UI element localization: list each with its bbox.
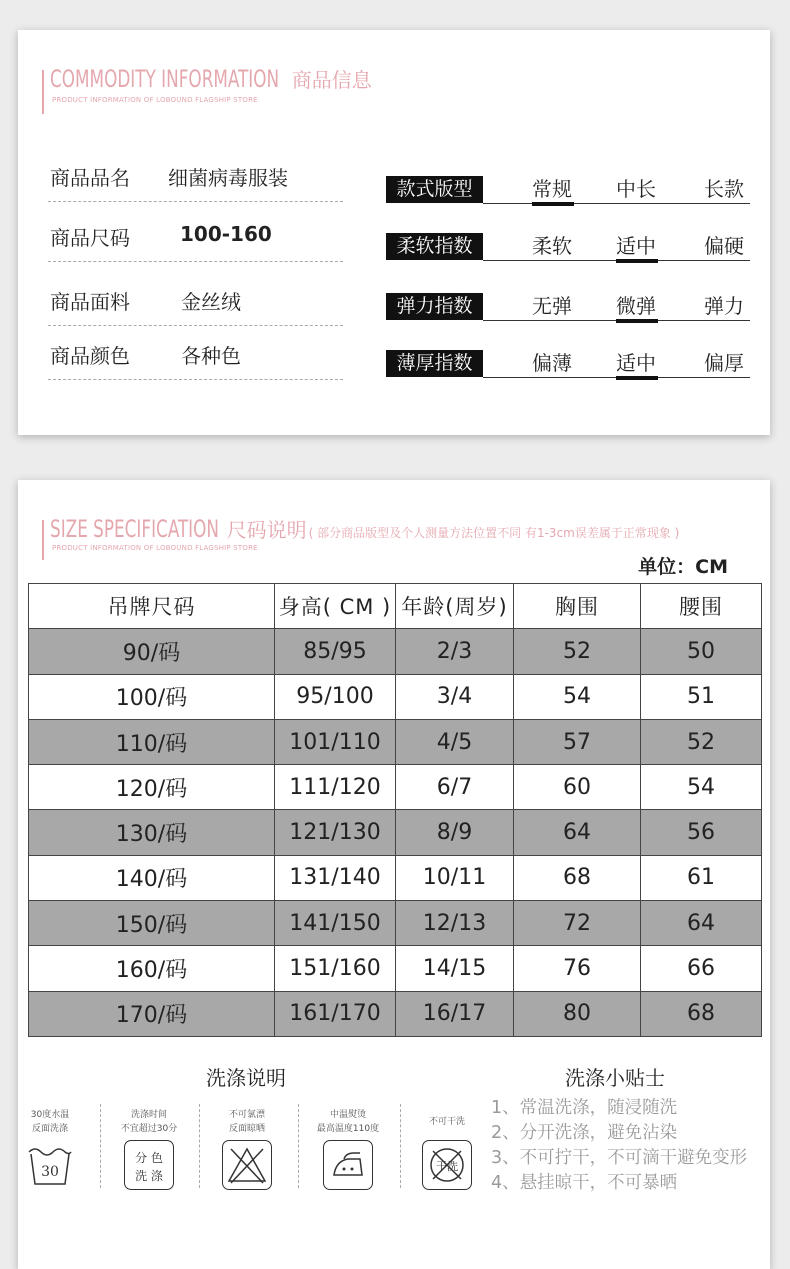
cell-waist: 54 xyxy=(641,765,762,810)
separate-wash-icon xyxy=(124,1140,174,1190)
cell-chest: 52 xyxy=(514,629,641,674)
attr-selected-mark xyxy=(616,319,658,323)
care-caption: 不宜超过30分 xyxy=(120,1124,178,1134)
cell-age: 6/7 xyxy=(396,765,514,810)
wash-temp-text: 30 xyxy=(41,1164,59,1180)
cell-age: 10/11 xyxy=(396,855,514,900)
care-caption: 最高温度110度 xyxy=(316,1124,380,1134)
table-row xyxy=(29,855,762,900)
cell-chest: 57 xyxy=(514,719,641,764)
attr-selected-mark xyxy=(616,376,658,380)
care-separator xyxy=(400,1104,401,1188)
cell-age: 14/15 xyxy=(396,946,514,991)
care-item-wash xyxy=(10,1108,90,1190)
cell-waist: 61 xyxy=(641,855,762,900)
header-height: 身高( CM ) xyxy=(275,584,396,629)
commodity-subtitle: PRODUCT INFORMATION OF LOBOUND FLAGSHIP STORE xyxy=(52,96,258,104)
cell-age: 12/13 xyxy=(396,901,514,946)
tip-line: 4、悬挂晾干，不可暴晒 xyxy=(491,1173,678,1193)
commodity-title-en: COMMODITY INFORMATION xyxy=(50,65,280,93)
attr-selected-mark xyxy=(616,259,658,263)
cell-waist: 64 xyxy=(641,901,762,946)
care-caption: 反面洗涤 xyxy=(31,1124,68,1134)
attr-option: 微弹 xyxy=(616,294,656,318)
header-waist: 腰围 xyxy=(641,584,762,629)
attr-selected-mark xyxy=(532,202,574,206)
table-row xyxy=(29,946,762,991)
size-note: ( 部分商品版型及个人测量方法位置不同 有1-3cm误差属于正常现象 ) xyxy=(308,526,680,540)
cell-waist: 52 xyxy=(641,719,762,764)
size-title xyxy=(50,514,679,543)
header-tag-size: 吊牌尺码 xyxy=(29,584,275,629)
cell-waist: 51 xyxy=(641,674,762,719)
table-row xyxy=(29,901,762,946)
attr-option: 适中 xyxy=(616,351,656,375)
cell-waist: 66 xyxy=(641,946,762,991)
info-row-fabric xyxy=(48,282,343,326)
cell-chest: 68 xyxy=(514,855,641,900)
attr-option: 柔软 xyxy=(532,234,572,258)
attr-label: 弹力指数 xyxy=(386,293,483,320)
cell-chest: 64 xyxy=(514,810,641,855)
cell-tag-size: 120/码 xyxy=(29,765,275,810)
care-caption: 反面晾晒 xyxy=(228,1124,265,1134)
size-spec-card xyxy=(18,480,770,1269)
icon-text: 洗 涤 xyxy=(135,1169,163,1183)
cell-age: 16/17 xyxy=(396,991,514,1036)
size-table xyxy=(28,583,762,1037)
wash-30-icon xyxy=(25,1140,75,1190)
attr-label: 款式版型 xyxy=(386,176,483,203)
attr-elasticity xyxy=(386,293,750,323)
tips-list xyxy=(491,1096,747,1196)
title-accent-bar xyxy=(42,520,44,560)
cell-tag-size: 150/码 xyxy=(29,901,275,946)
table-row xyxy=(29,719,762,764)
cell-height: 85/95 xyxy=(275,629,396,674)
cell-tag-size: 90/码 xyxy=(29,629,275,674)
attr-option: 中长 xyxy=(616,177,656,201)
unit-label: 单位：CM xyxy=(638,556,728,578)
attr-option: 偏硬 xyxy=(704,234,744,258)
title-accent-bar xyxy=(42,70,44,114)
cell-waist: 50 xyxy=(641,629,762,674)
attr-option: 弹力 xyxy=(704,294,744,318)
cell-age: 4/5 xyxy=(396,719,514,764)
cell-height: 121/130 xyxy=(275,810,396,855)
attr-softness xyxy=(386,233,750,263)
cell-height: 95/100 xyxy=(275,674,396,719)
info-value: 100-160 xyxy=(180,222,272,246)
care-item-iron xyxy=(308,1108,388,1190)
attr-option: 无弹 xyxy=(532,294,572,318)
header-age: 年龄(周岁) xyxy=(396,584,514,629)
cell-chest: 80 xyxy=(514,991,641,1036)
info-row-size xyxy=(48,218,343,262)
tip-line: 2、分开洗涤，避免沾染 xyxy=(491,1123,678,1143)
care-item-no-bleach xyxy=(207,1108,287,1190)
cell-chest: 54 xyxy=(514,674,641,719)
attr-style xyxy=(386,176,750,206)
no-bleach-icon xyxy=(222,1140,272,1190)
info-key: 商品面料 xyxy=(50,290,130,314)
iron-icon xyxy=(323,1140,373,1190)
table-row xyxy=(29,810,762,855)
cell-tag-size: 130/码 xyxy=(29,810,275,855)
care-caption: 30度水温 xyxy=(30,1110,70,1120)
tip-line: 1、常温洗涤，随浸随洗 xyxy=(491,1098,678,1118)
info-row-name xyxy=(48,158,343,202)
tips-title: 洗涤小贴士 xyxy=(565,1066,665,1090)
cell-tag-size: 170/码 xyxy=(29,991,275,1036)
size-title-en: SIZE SPECIFICATION xyxy=(50,515,219,543)
icon-text: 分 色 xyxy=(135,1151,163,1165)
table-row xyxy=(29,991,762,1036)
cell-tag-size: 160/码 xyxy=(29,946,275,991)
care-item-separate xyxy=(109,1108,189,1190)
care-caption: 洗涤时间 xyxy=(130,1110,167,1120)
table-row xyxy=(29,629,762,674)
care-separator xyxy=(199,1104,200,1188)
attr-label: 柔软指数 xyxy=(386,233,483,260)
attr-option: 偏厚 xyxy=(704,351,744,375)
size-subtitle: PRODUCT INFORMATION OF LOBOUND FLAGSHIP STORE xyxy=(52,544,258,552)
info-value: 细菌病毒服装 xyxy=(168,166,288,190)
attr-option: 适中 xyxy=(616,234,656,258)
cell-waist: 56 xyxy=(641,810,762,855)
cell-age: 3/4 xyxy=(396,674,514,719)
info-key: 商品品名 xyxy=(50,166,130,190)
commodity-title xyxy=(50,64,372,93)
dryclean-text: 干洗 xyxy=(436,1160,458,1173)
tip-line: 3、不可拧干，不可滴干避免变形 xyxy=(491,1148,748,1168)
info-row-color xyxy=(48,336,343,380)
info-value: 各种色 xyxy=(181,344,241,368)
cell-chest: 60 xyxy=(514,765,641,810)
attr-option: 长款 xyxy=(704,177,744,201)
cell-height: 111/120 xyxy=(275,765,396,810)
cell-height: 151/160 xyxy=(275,946,396,991)
care-title: 洗涤说明 xyxy=(206,1066,286,1090)
attr-thickness xyxy=(386,350,750,380)
attr-option: 偏薄 xyxy=(532,351,572,375)
commodity-info-card xyxy=(18,30,770,435)
care-caption: 不可氯漂 xyxy=(228,1110,265,1120)
care-caption: 不可干洗 xyxy=(428,1117,465,1127)
info-key: 商品颜色 xyxy=(50,344,130,368)
info-key: 商品尺码 xyxy=(50,226,130,250)
care-separator xyxy=(298,1104,299,1188)
care-separator xyxy=(100,1104,101,1188)
no-dryclean-icon xyxy=(422,1140,472,1190)
care-caption: 中温熨烫 xyxy=(329,1110,366,1120)
attr-baseline xyxy=(483,203,750,204)
care-item-no-dryclean xyxy=(407,1108,487,1190)
cell-height: 101/110 xyxy=(275,719,396,764)
cell-tag-size: 110/码 xyxy=(29,719,275,764)
cell-height: 141/150 xyxy=(275,901,396,946)
cell-tag-size: 100/码 xyxy=(29,674,275,719)
commodity-title-cn: 商品信息 xyxy=(291,68,372,92)
cell-age: 8/9 xyxy=(396,810,514,855)
size-title-cn: 尺码说明 xyxy=(226,518,307,542)
table-row xyxy=(29,765,762,810)
cell-age: 2/3 xyxy=(396,629,514,674)
cell-tag-size: 140/码 xyxy=(29,855,275,900)
attr-option: 常规 xyxy=(532,177,572,201)
attr-label: 薄厚指数 xyxy=(386,350,483,377)
header-chest: 胸围 xyxy=(514,584,641,629)
cell-waist: 68 xyxy=(641,991,762,1036)
table-header-row xyxy=(29,584,762,629)
cell-height: 131/140 xyxy=(275,855,396,900)
cell-chest: 72 xyxy=(514,901,641,946)
table-row xyxy=(29,674,762,719)
cell-chest: 76 xyxy=(514,946,641,991)
cell-height: 161/170 xyxy=(275,991,396,1036)
info-value: 金丝绒 xyxy=(181,290,241,314)
